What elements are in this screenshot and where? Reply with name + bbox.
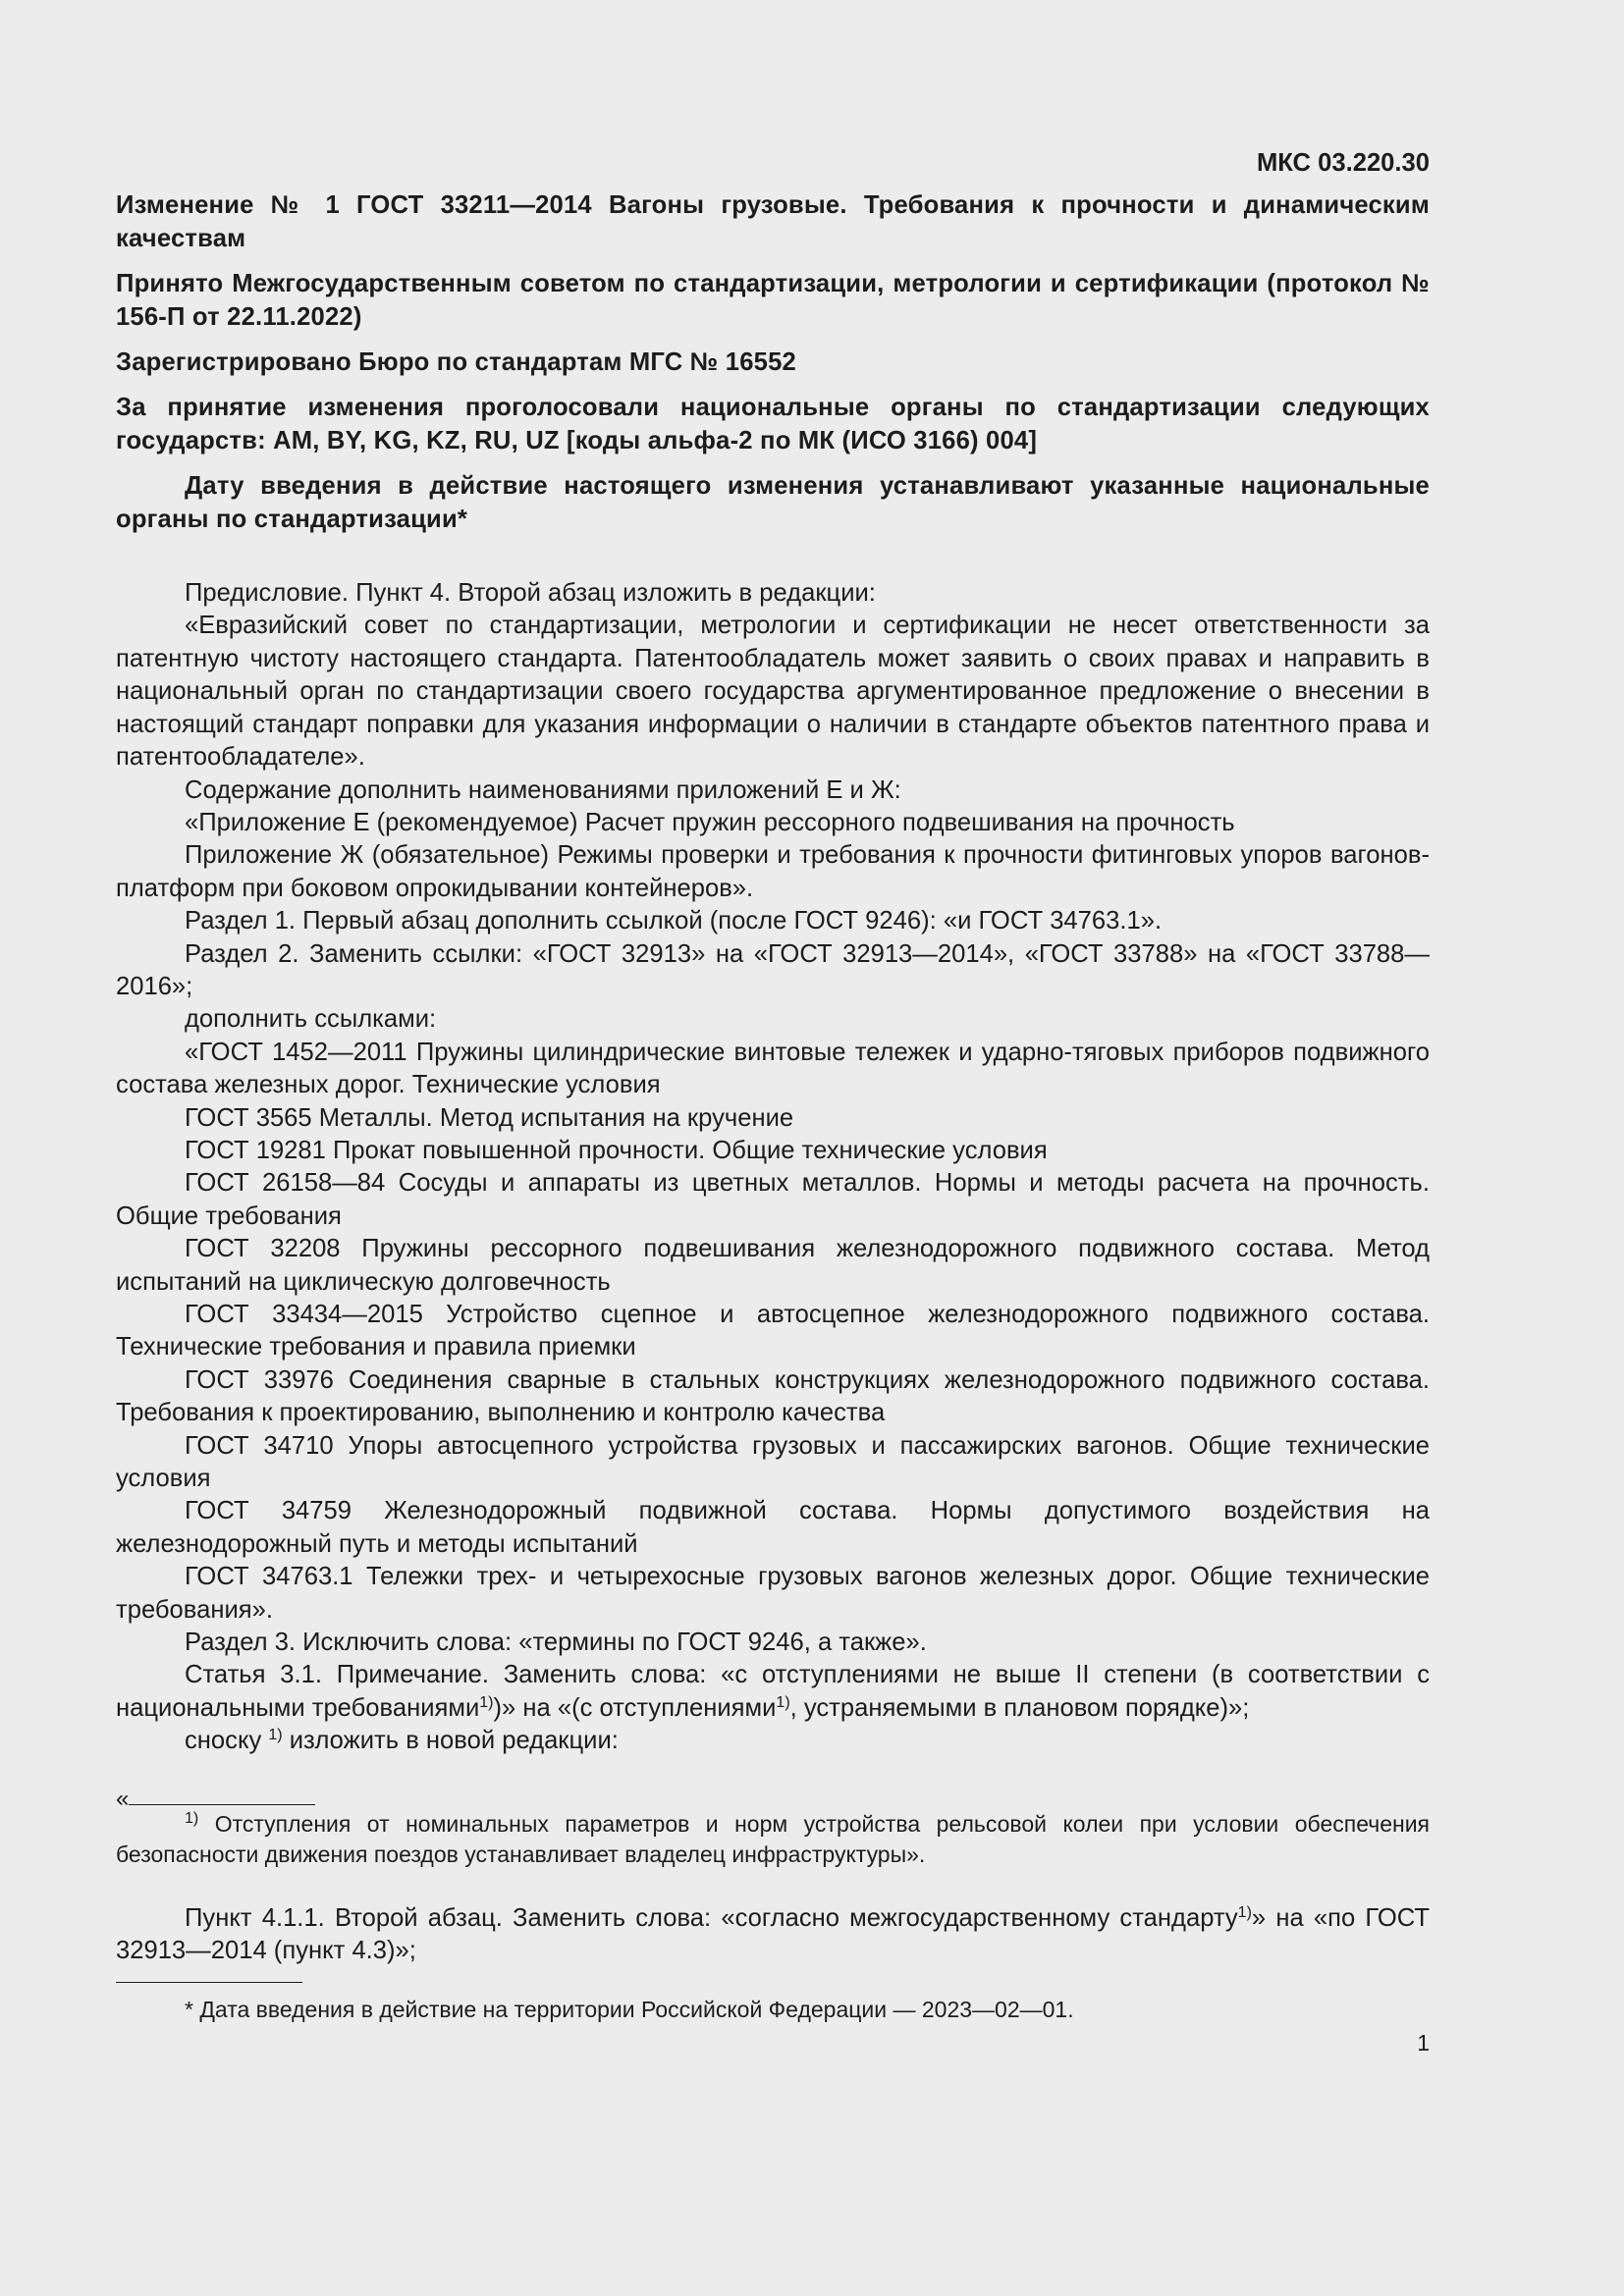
effective-date-statement: Дату введения в действие настоящего изменения устанавливают указанные национальные органы по стандартизации* [116,472,1430,533]
footnote-ref-mark: 1) [268,1727,283,1744]
paragraph-footnote-intro [116,1725,1430,1757]
reference-gost-33976: ГОСТ 33976 Соединения сварные в стальных конструкциях железнодорожного подвижного состава. Требования к проектированию, выполнению и контролю качества [116,1365,1430,1427]
paragraph-section-3: Раздел 3. Исключить слова: «термины по ГОСТ 9246, а также». [185,1629,927,1657]
paragraph-article-3-1 [116,1659,1430,1725]
footnote-open-quote: « [116,1785,130,1812]
article-3-1-text-c: , устраняемыми в плановом порядке)»; [789,1693,1250,1722]
replacement-footnote [116,1785,1430,1870]
paragraph-contents: Содержание дополнить наименованиями приложений Е и Ж: [185,775,901,804]
paragraph-section-2: Раздел 2. Заменить ссылки: «ГОСТ 32913» на «ГОСТ 32913—2014», «ГОСТ 33788» на «ГОСТ 33788—2016»; [116,939,1430,1000]
reference-gost-34759: ГОСТ 34759 Железнодорожный подвижной состава. Нормы допустимого воздействия на железнодорожный путь и методы испытаний [116,1497,1430,1558]
paragraph-annex-e: «Приложение Е (рекомендуемое) Расчет пружин рессорного подвешивания на прочность [185,808,1235,836]
reference-gost-3565: ГОСТ 3565 Металлы. Метод испытания на кручение [185,1103,794,1132]
reference-gost-32208: ГОСТ 32208 Пружины рессорного подвешивания железнодорожного подвижного состава. Метод испытаний на циклическую долговечность [116,1235,1430,1296]
reference-gost-26158: ГОСТ 26158—84 Сосуды и аппараты из цветных металлов. Нормы и методы расчета на прочность. Общие требования [116,1169,1430,1230]
reference-gost-34763-1: ГОСТ 34763.1 Тележки трех- и четырехосные грузовых вагонов железных дорог. Общие технические требования». [116,1563,1430,1624]
footnote-separator [116,1785,1430,1812]
paragraph-add-refs: дополнить ссылками: [185,1005,437,1034]
registered-statement: Зарегистрировано Бюро по стандартам МГС № 16552 [116,348,796,377]
change-body [116,577,1430,1758]
paragraph-preface: Предисловие. Пункт 4. Второй абзац изложить в редакции: [185,579,876,608]
page-number: 1 [1417,2029,1430,2056]
footnote-ref-mark: 1) [776,1693,790,1711]
voted-statement: За принятие изменения проголосовали национальные органы по стандартизации следующих государств: AM, BY, KG, KZ, RU, UZ [коды альфа-2 по МК (ИСО 3166) 004] [116,394,1430,454]
reference-gost-33434: ГОСТ 33434—2015 Устройство сцепное и автосцепное железнодорожного подвижного состава. Технические требования и правила приемки [116,1301,1430,1362]
reference-gost-19281: ГОСТ 19281 Прокат повышенной прочности. Общие технические условия [185,1136,1048,1164]
footnote-body: Отступления от номинальных параметров и норм устройства рельсовой колеи при условии обеспечения безопасности движения поездов устанавливает владелец инфраструктуры». [116,1810,1430,1867]
change-title: Изменение № 1 ГОСТ 33211—2014 Вагоны грузовые. Требования к прочности и динамическим качествам [116,191,1430,252]
footnote-ref-mark: 1) [479,1693,494,1711]
paragraph-section-1: Раздел 1. Первый абзац дополнить ссылкой (после ГОСТ 9246): «и ГОСТ 34763.1». [185,907,1163,935]
article-3-1-text-b: )» на «(с отступлениями [493,1693,777,1722]
article-3-1-text-a: Статья 3.1. Примечание. Заменить слова: «с отступлениями не выше II степени (в соответствии с национальными требованиями [116,1661,1430,1722]
footnote-text [116,1809,1430,1870]
paragraph-item-4-1-1 [116,1902,1430,1968]
footnote-intro-text-b: изложить в новой редакции: [282,1727,619,1755]
page-content [116,147,1430,2058]
reference-gost-1452: «ГОСТ 1452—2011 Пружины цилиндрические винтовые тележек и ударно-тяговых приборов подвижного состава железных дорог. Технические условия [116,1038,1430,1099]
footnote-ref-mark: 1) [1237,1903,1252,1921]
footnote-rule [129,1804,315,1805]
footnote-mark: 1) [185,1809,199,1827]
mks-code: МКС 03.220.30 [1256,149,1430,177]
paragraph-preface-text: «Евразийский совет по стандартизации, метрологии и сертификации не несет ответственности за патентную чистоту настоящего стандарта. Патентообладатель может заявить о своих правах и направить в национальный орган по стандартизации своего государства аргументированное предложение о внесении в настоящий стандарт поправки для указания информации о наличии в стандарте объектов патентного права и патентообладателе». [116,612,1430,772]
after-footnote-body [116,1902,1430,1968]
page-footnote-rule [116,1982,302,1983]
page-footnote-effective-date: * Дата введения в действие на территории Российской Федерации — 2023—02—01. [185,1996,1074,2022]
adopted-statement: Принято Межгосударственным советом по стандартизации, метрологии и сертификации (протокол № 156-П от 22.11.2022) [116,270,1430,331]
item-4-1-1-text-b: » на «по ГОСТ 32913—2014 (пункт 4.3)»; [116,1903,1430,1965]
reference-gost-34710: ГОСТ 34710 Упоры автосцепного устройства грузовых и пассажирских вагонов. Общие технические условия [116,1431,1430,1493]
footnote-intro-text-a: сноску [185,1727,269,1755]
paragraph-annex-zh: Приложение Ж (обязательное) Режимы проверки и требования к прочности фитинговых упоров вагонов-платформ при боковом опрокидывании контейнеров». [116,841,1430,902]
item-4-1-1-text-a: Пункт 4.1.1. Второй абзац. Заменить слова: «согласно межгосударственному стандарту [185,1903,1238,1932]
